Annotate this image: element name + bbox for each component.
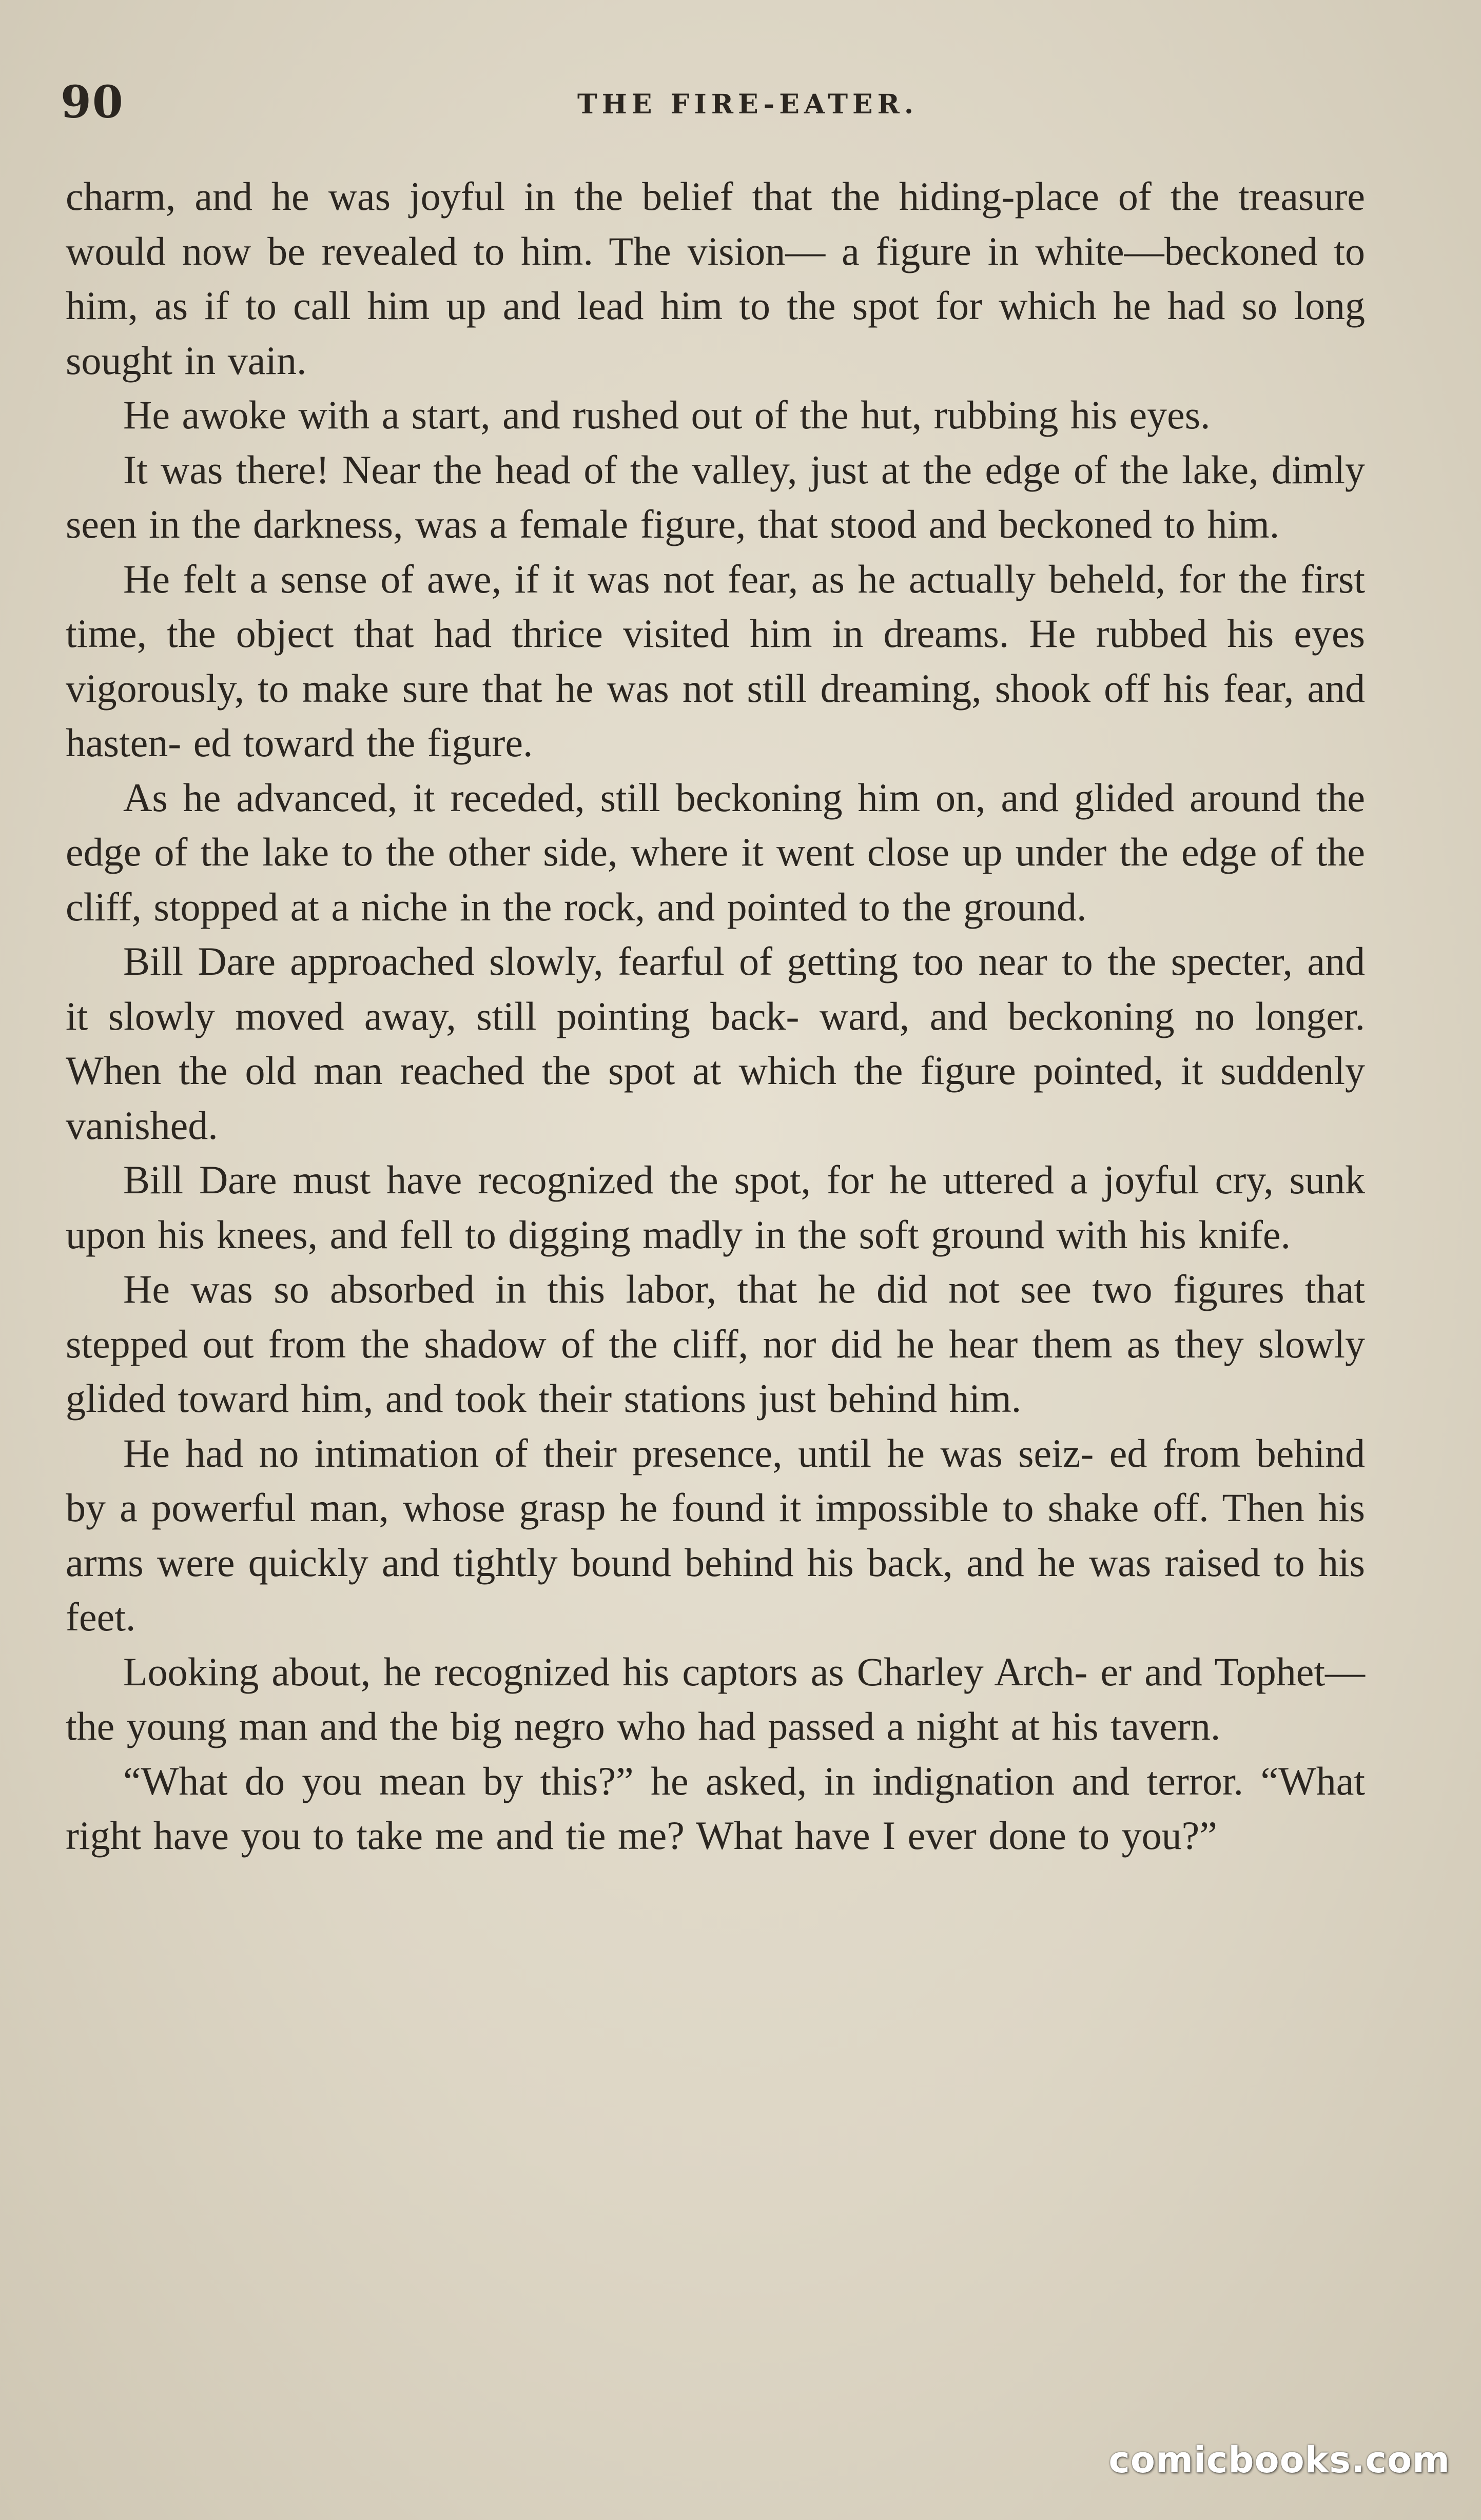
page-header: [61, 77, 1404, 128]
paragraph-5: As he advanced, it receded, still beckoning him on, and glided around the edge of the lake to the other side, where it went close up under the edge of the cliff, stopped at a niche in the rock, and pointed to the ground.: [66, 775, 1365, 929]
paragraph-11: “What do you mean by this?” he asked, in indignation and terror. “What right have you to take me and tie me? What have I ever done to you?”: [66, 1758, 1365, 1858]
paragraph-1: charm, and he was joyful in the belief that the hiding-place of the treasure would now be revealed to him. The vision— a figure in white—beckoned to him, as if to call him up and lead him to the spot for which he had so long sought in vain.: [66, 174, 1365, 383]
running-title: THE FIRE-EATER.: [577, 89, 918, 120]
page-number: 90: [61, 76, 124, 128]
paragraph-7: Bill Dare must have recognized the spot, for he uttered a joyful cry, sunk upon his knees, and fell to digging madly in the soft ground with his knife.: [66, 1157, 1365, 1257]
paragraph-2: He awoke with a start, and rushed out of the hut, rubbing his eyes.: [123, 392, 1211, 437]
paragraph-9: He had no intimation of their presence, until he was seiz- ed from behind by a powerful man, whose grasp he found it impossible to shake off. Then his arms were quickly and tightly bound behind his back, and he was raised to his feet.: [66, 1430, 1365, 1639]
body-text: [66, 169, 1365, 1863]
paragraph-4: He felt a sense of awe, if it was not fear, as he actually beheld, for the first time, the object that had thrice visited him in dreams. He rubbed his eyes vigorously, to make sure that he was not still dreaming, shook off his fear, and hasten- ed toward the figure.: [66, 556, 1365, 765]
paragraph-6: Bill Dare approached slowly, fearful of getting too near to the specter, and it slowly moved away, still pointing back- ward, and beckoning no longer. When the old man reached the spot at which the figure pointed, it suddenly vanished.: [66, 939, 1365, 1148]
paragraph-3: It was there! Near the head of the valley, just at the edge of the lake, dimly seen in the darkness, was a female figure, that stood and beckoned to him.: [66, 447, 1365, 546]
paragraph-10: Looking about, he recognized his captors as Charley Arch- er and Tophet—the young man and the big negro who had passed a night at his tavern.: [66, 1649, 1365, 1748]
paragraph-8: He was so absorbed in this labor, that he did not see two figures that stepped out from the shadow of the cliff, nor did he hear them as they slowly glided toward him, and took their stations just behind him.: [66, 1267, 1365, 1421]
watermark: comicbooks.com: [1108, 2439, 1450, 2481]
